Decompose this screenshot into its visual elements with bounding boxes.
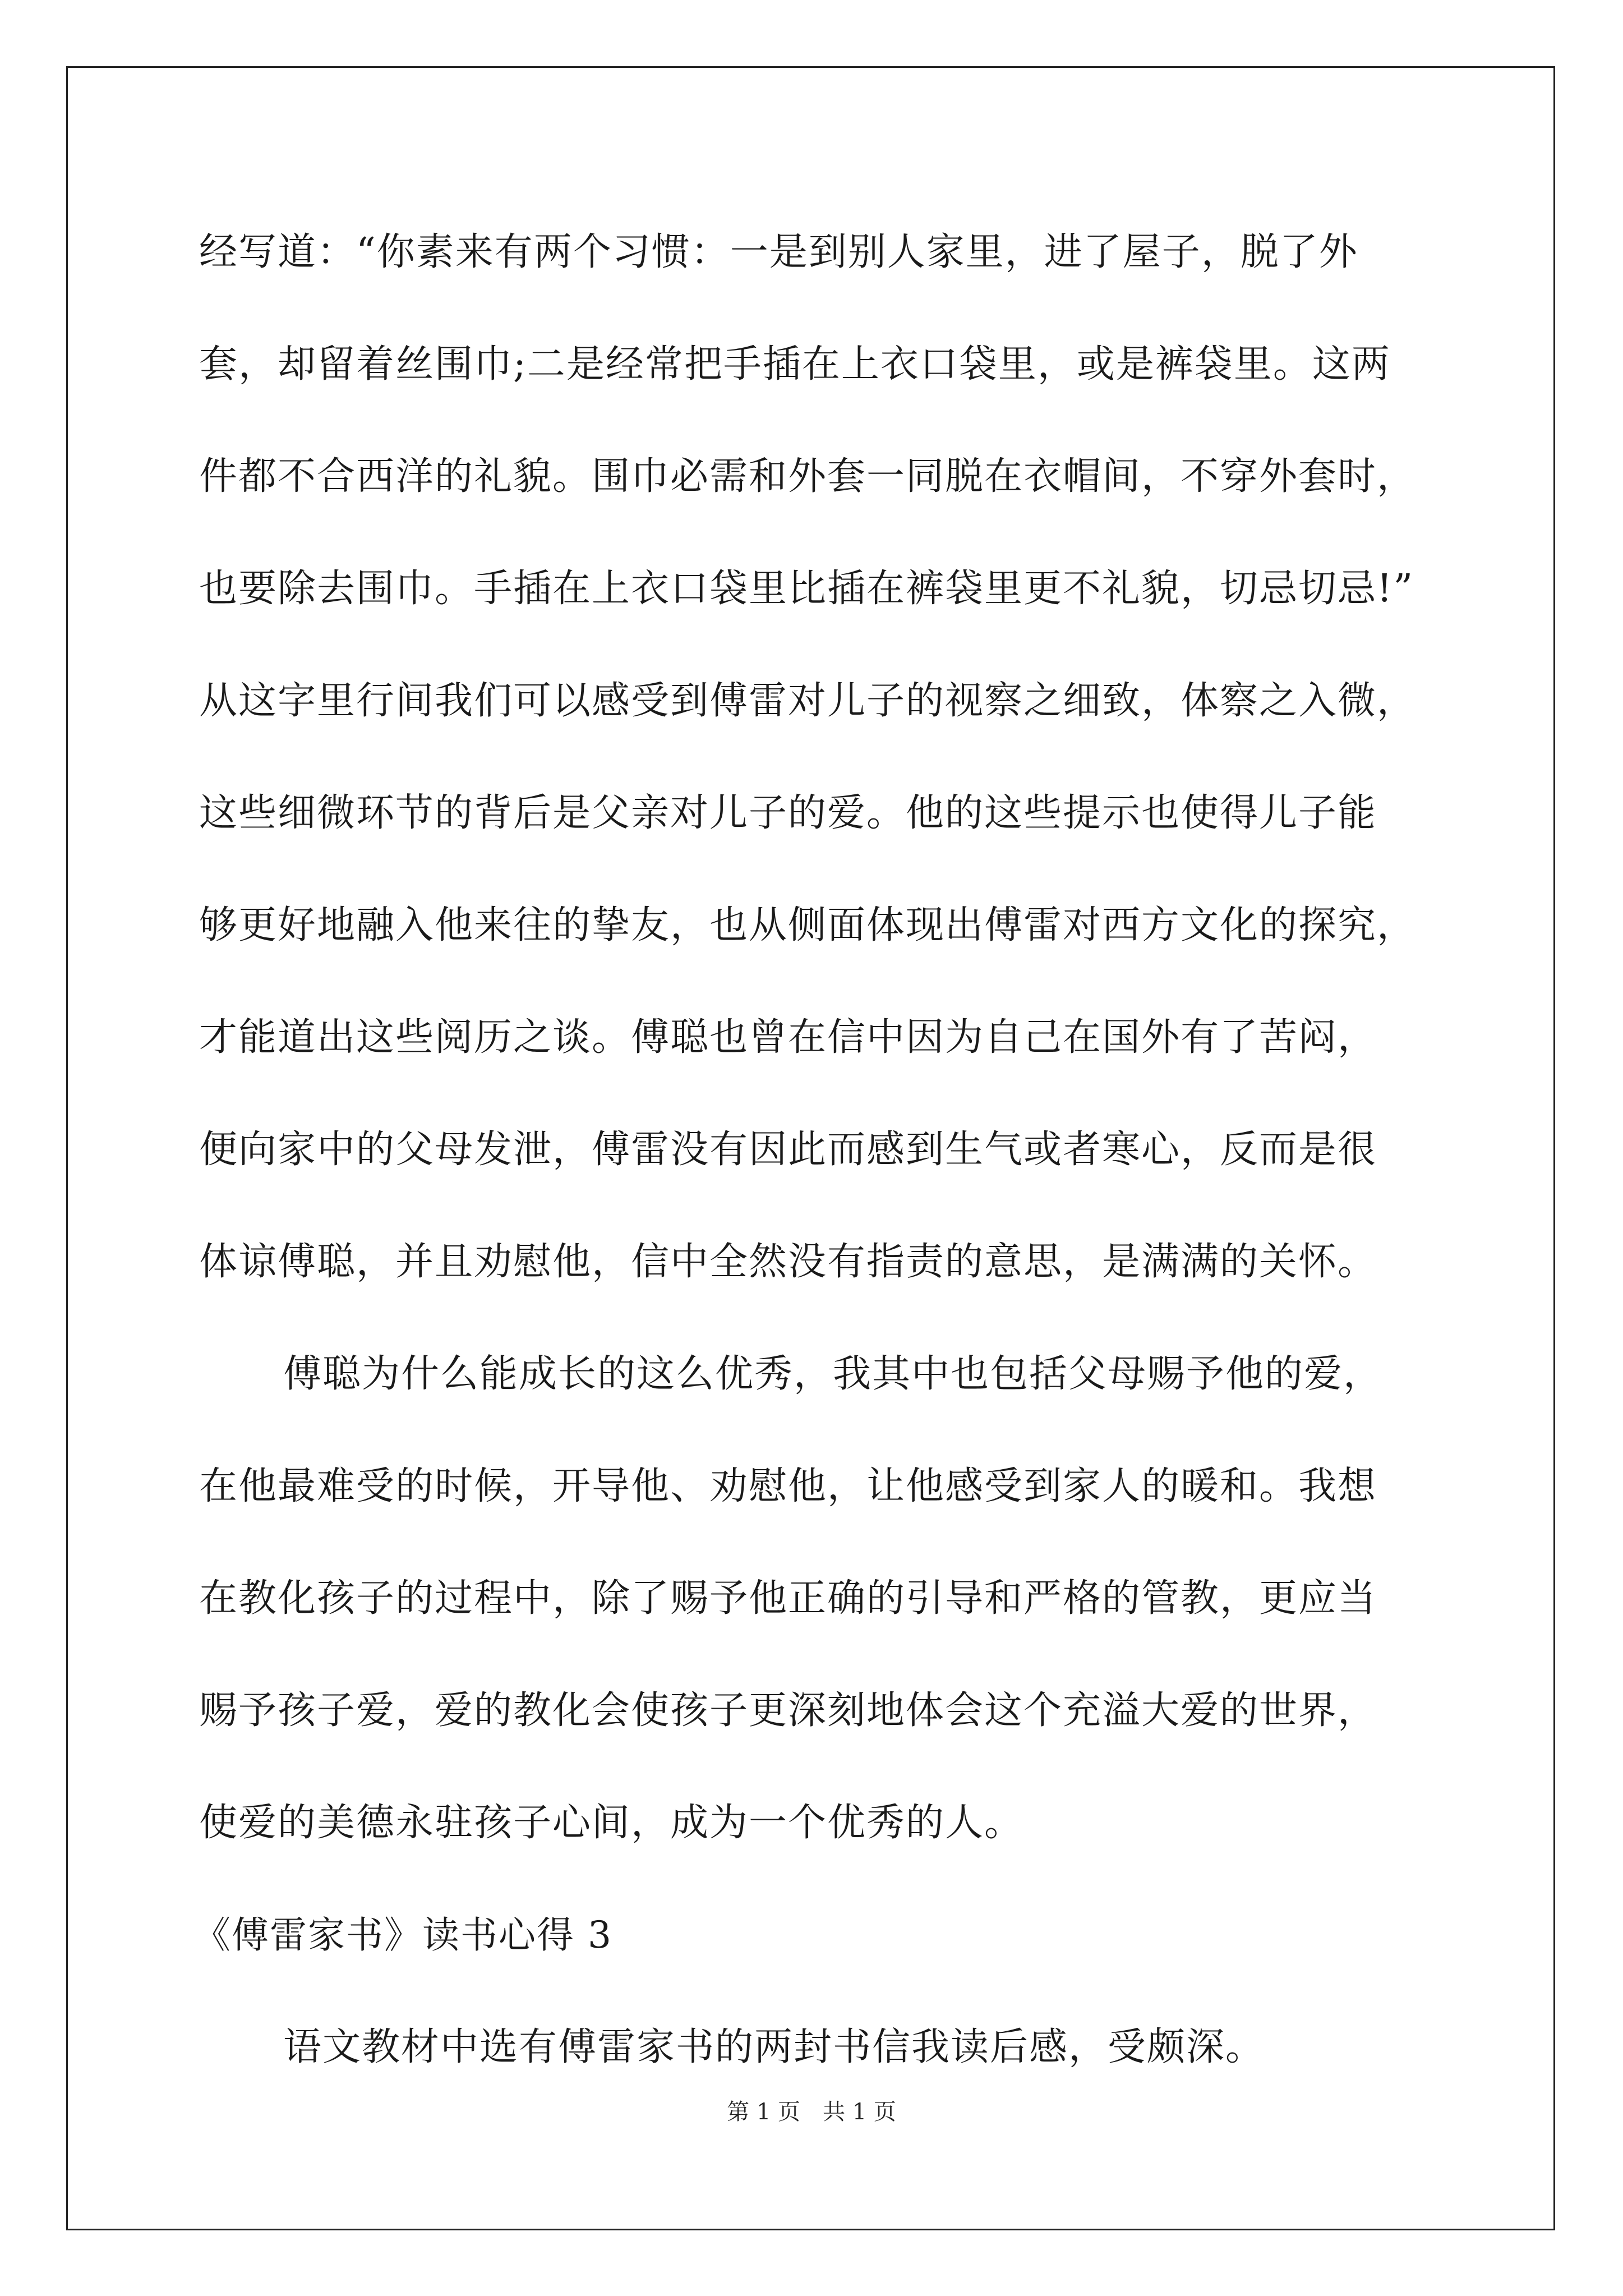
text-line: 傅聪为什么能成长的这么优秀，我其中也包括父母赐予他的爱， xyxy=(283,1352,1383,1396)
text-line: 体谅傅聪，并且劝慰他，信中全然没有指责的意思，是满满的关怀。 xyxy=(199,1240,1377,1284)
text-line: 从这字里行间我们可以感受到傅雷对儿子的视察之细致，体察之入微， xyxy=(199,679,1417,723)
section-heading: 《傅雷家书》读书心得 3 xyxy=(193,1913,612,1957)
text-line: 在教化孩子的过程中，除了赐予他正确的引导和严格的管教，更应当 xyxy=(199,1576,1377,1621)
text-line: 套，却留着丝围巾;二是经常把手插在上衣口袋里，或是裤袋里。这两 xyxy=(199,342,1391,386)
text-line: 才能道出这些阅历之谈。傅聪也曾在信中因为自己在国外有了苦闷， xyxy=(199,1015,1377,1060)
text-line: 也要除去围巾。手插在上衣口袋里比插在裤袋里更不礼貌，切忌切忌!” xyxy=(199,567,1414,611)
text-line: 经写道：“你素来有两个习惯：一是到别人家里，进了屋子，脱了外 xyxy=(199,230,1358,274)
text-line: 便向家中的父母发泄，傅雷没有因此而感到生气或者寒心，反而是很 xyxy=(199,1128,1377,1172)
page-footer: 第 1 页 共 1 页 xyxy=(727,2099,896,2125)
text-line: 语文教材中选有傅雷家书的两封书信我读后感，受颇深。 xyxy=(283,2025,1265,2069)
text-line: 使爱的美德永驻孩子心间，成为一个优秀的人。 xyxy=(199,1801,1024,1845)
text-line: 赐予孩子爱，爱的教化会使孩子更深刻地体会这个充溢大爱的世界， xyxy=(199,1688,1377,1733)
text-line: 件都不合西洋的礼貌。围巾必需和外套一同脱在衣帽间，不穿外套时， xyxy=(199,454,1417,499)
text-line: 在他最难受的时候，开导他、劝慰他，让他感受到家人的暖和。我想 xyxy=(199,1464,1377,1508)
text-line: 够更好地融入他来往的挚友，也从侧面体现出傅雷对西方文化的探究， xyxy=(199,903,1417,947)
document-body xyxy=(193,213,1433,2120)
text-line: 这些细微环节的背后是父亲对儿子的爱。他的这些提示也使得儿子能 xyxy=(199,791,1377,835)
